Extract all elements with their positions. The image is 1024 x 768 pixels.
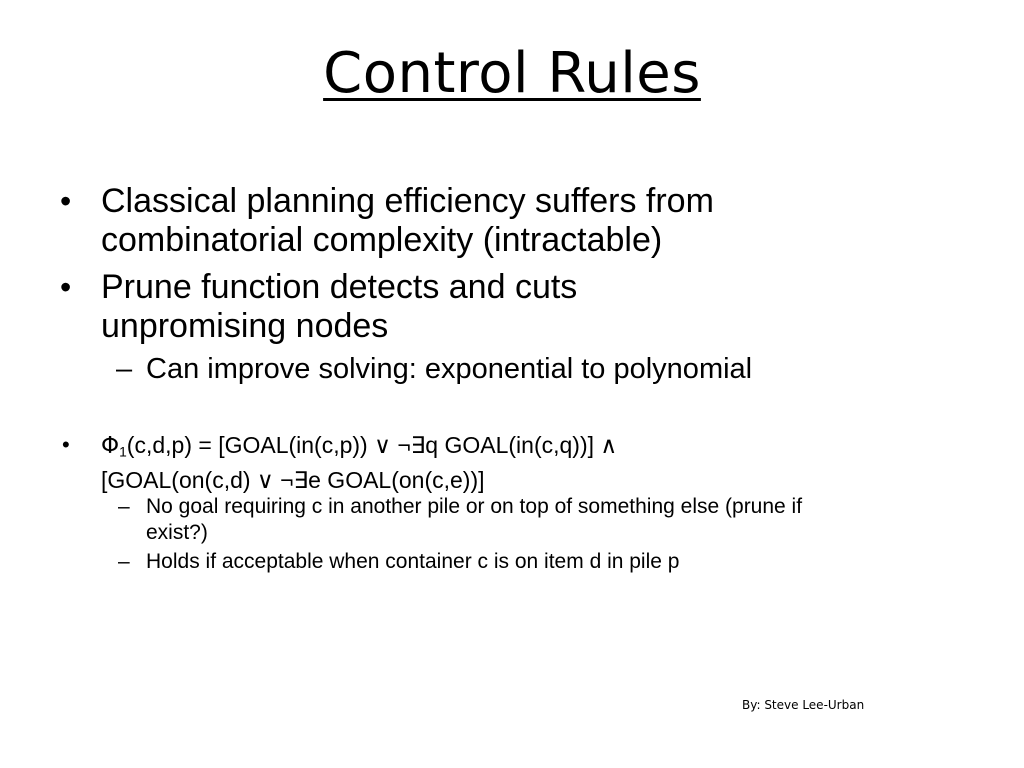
bullet-text: Prune function detects and cuts unpromising nodes — [101, 268, 578, 345]
slide-title-text: Control Rules — [323, 41, 701, 106]
sub-bullet-text: Can improve solving: exponential to polynomial — [146, 353, 753, 385]
bullet-text: Classical planning efficiency suffers from combinatorial complexity (intractable) — [101, 182, 714, 259]
formula-line-1-rest: (c,d,p) = [GOAL(in(c,p)) ∨ ¬∃q GOAL(in(c,q))] ∧ — [126, 432, 618, 458]
bullet-marker: • — [60, 269, 72, 305]
formula-line-1 — [101, 431, 861, 466]
bullet-marker: • — [62, 432, 70, 457]
phi-symbol: Φ — [101, 433, 120, 459]
slide-title — [0, 38, 1024, 110]
formula-sub-bullet-text: Holds if acceptable when container c is on item d in pile p — [146, 550, 680, 573]
formula-text — [101, 431, 861, 494]
dash-marker: – — [116, 353, 133, 385]
phi-subscript: 1 — [119, 444, 127, 460]
formula-line-2: [GOAL(on(c,d) ∨ ¬∃e GOAL(on(c,e))] — [101, 467, 485, 494]
bullet-marker: • — [60, 183, 72, 219]
dash-marker: – — [118, 495, 130, 518]
formula-sub-bullet-text: No goal requiring c in another pile or on top of something else (prune if exist?) — [146, 495, 803, 544]
author-credit: By: Steve Lee-Urban — [742, 698, 865, 712]
dash-marker: – — [118, 550, 130, 573]
